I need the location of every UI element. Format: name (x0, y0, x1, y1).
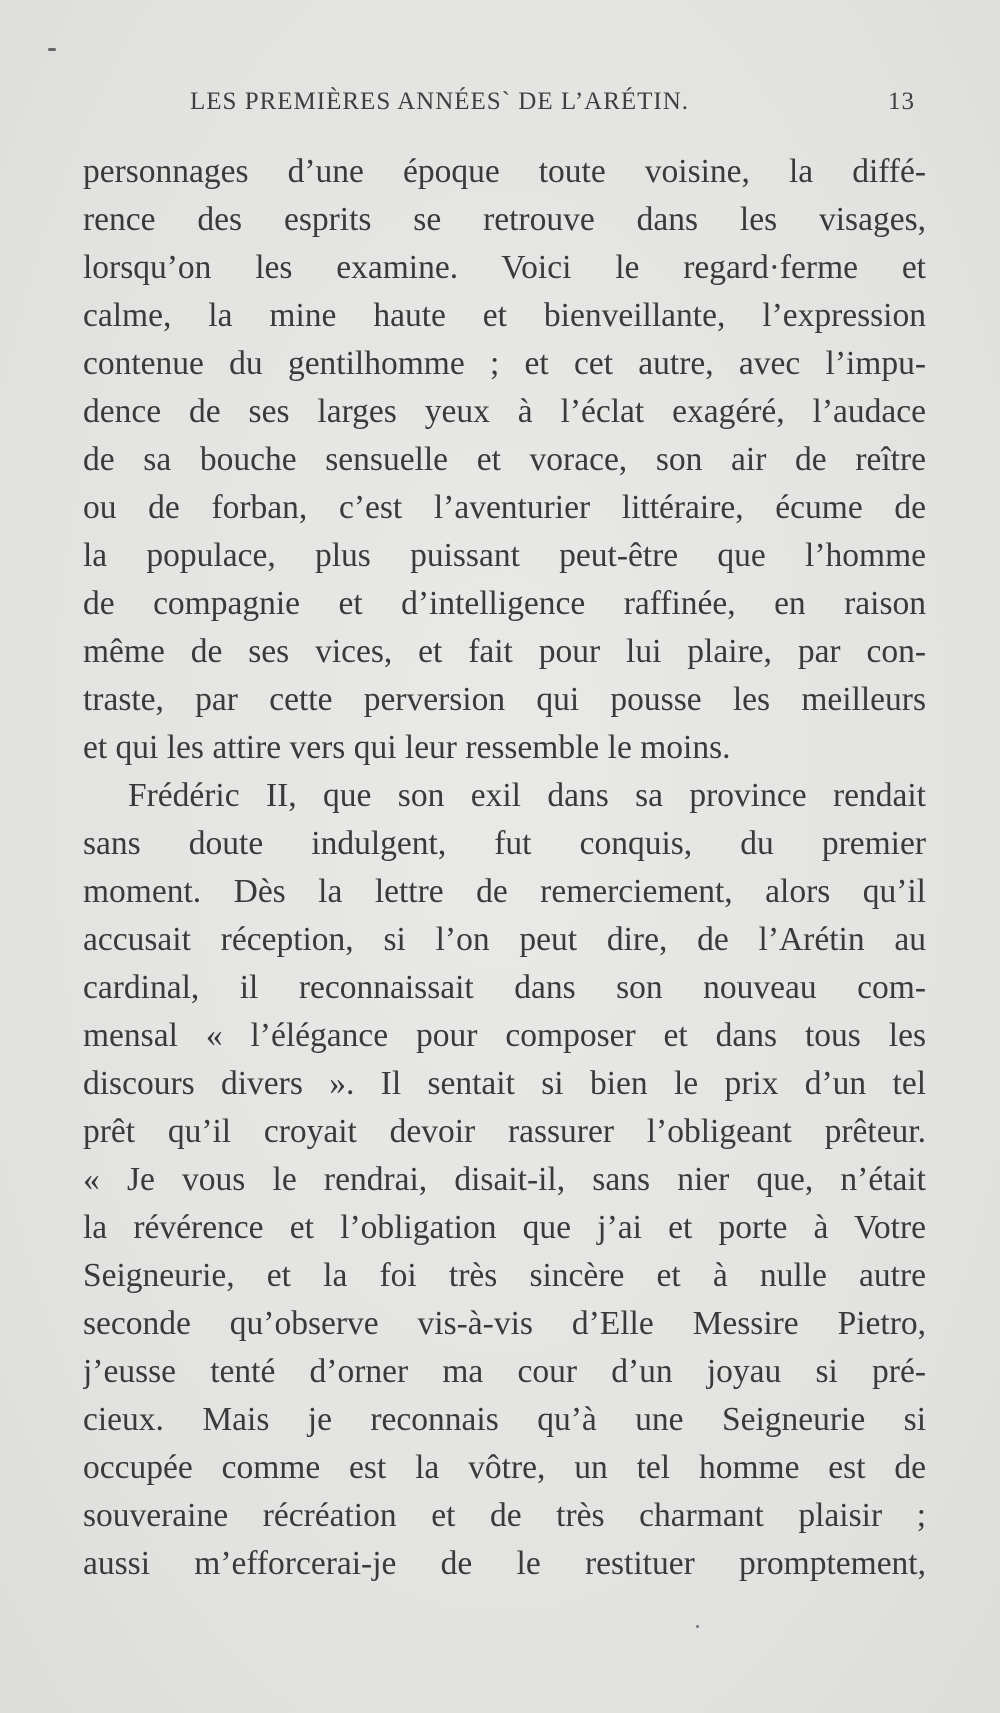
text-line: cieux. Mais je reconnais qu’à une Seigneurie si (83, 1401, 926, 1438)
text-line: souveraine récréation et de très charmant plaisir ; (83, 1497, 926, 1534)
text-line: j’eusse tenté d’orner ma cour d’un joyau si pré- (83, 1353, 926, 1390)
text-line: même de ses vices, et fait pour lui plaire, par con- (83, 633, 926, 670)
text-line: lorsqu’on les examine. Voici le regard·ferme et (83, 249, 926, 286)
text-line: traste, par cette perversion qui pousse les meilleurs (83, 681, 926, 718)
text-line: mensal « l’élégance pour composer et dans tous les (83, 1017, 926, 1054)
text-line: occupée comme est la vôtre, un tel homme est de (83, 1449, 926, 1486)
text-line: de sa bouche sensuelle et vorace, son air de reître (83, 441, 926, 478)
text-line: Frédéric II, que son exil dans sa province rendait (128, 777, 926, 814)
text-line: sans doute indulgent, fut conquis, du premier (83, 825, 926, 862)
text-line: Seigneurie, et la foi très sincère et à nulle autre (83, 1257, 926, 1294)
text-line: « Je vous le rendrai, disait-il, sans nier que, n’était (83, 1161, 926, 1198)
text-line: calme, la mine haute et bienveillante, l’expression (83, 297, 926, 334)
text-line: personnages d’une époque toute voisine, la diffé- (83, 153, 926, 190)
text-line: cardinal, il reconnaissait dans son nouveau com- (83, 969, 926, 1006)
text-line: aussi m’efforcerai-je de le restituer promptement, (83, 1545, 926, 1582)
text-line: accusait réception, si l’on peut dire, de l’Arétin au (83, 921, 926, 958)
text-line: rence des esprits se retrouve dans les visages, (83, 201, 926, 238)
text-line: contenue du gentilhomme ; et cet autre, avec l’impu- (83, 345, 926, 382)
running-head (190, 88, 915, 128)
text-line: la populace, plus puissant peut-être que l’homme (83, 537, 926, 574)
text-line: de compagnie et d’intelligence raffinée, en raison (83, 585, 926, 622)
text-line: seconde qu’observe vis-à-vis d’Elle Messire Pietro, (83, 1305, 926, 1342)
text-line: ou de forban, c’est l’aventurier littéraire, écume de (83, 489, 926, 526)
body-text (83, 148, 926, 1588)
text-line: prêt qu’il croyait devoir rassurer l’obligeant prêteur. (83, 1113, 926, 1150)
page-number: 13 (888, 88, 915, 115)
text-line: dence de ses larges yeux à l’éclat exagéré, l’audace (83, 393, 926, 430)
text-line: discours divers ». Il sentait si bien le prix d’un tel (83, 1065, 926, 1102)
print-speck (48, 48, 56, 51)
text-line: moment. Dès la lettre de remerciement, alors qu’il (83, 873, 926, 910)
text-line: et qui les attire vers qui leur ressemble le moins. (83, 729, 731, 766)
print-speck (696, 1625, 699, 1628)
text-line: la révérence et l’obligation que j’ai et porte à Votre (83, 1209, 926, 1246)
running-title: LES PREMIÈRES ANNÉES` DE L’ARÉTIN. (190, 88, 690, 115)
